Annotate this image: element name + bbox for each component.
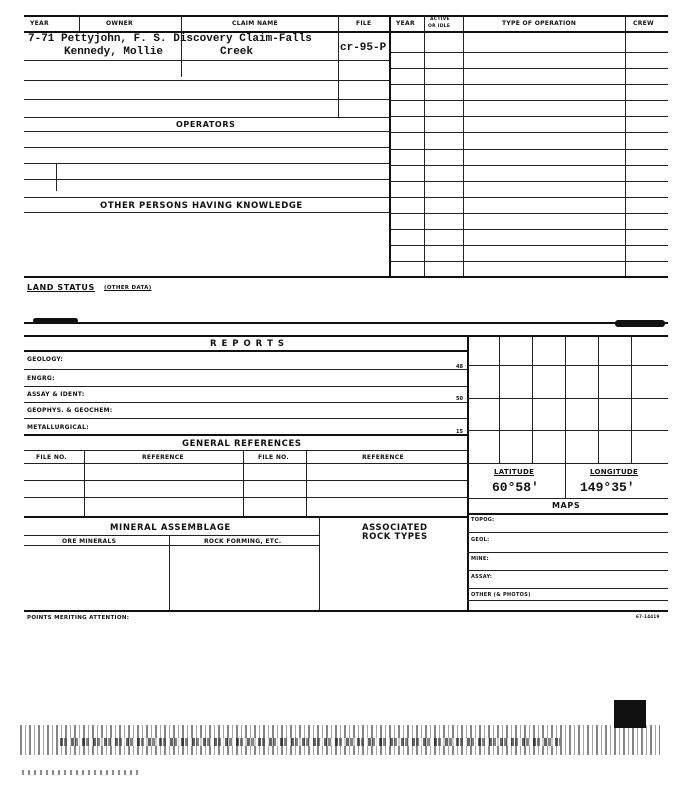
- record-owner-2: Kennedy, Mollie: [64, 46, 164, 58]
- col-claim-name: CLAIM NAME: [232, 20, 278, 27]
- longitude-value: 149°35': [580, 480, 635, 495]
- reports-engrg: ENGRG:: [27, 375, 55, 382]
- col-idle: OR IDLE: [428, 24, 451, 29]
- reports-assay-num: 50: [456, 396, 463, 402]
- scan-noise-2: [60, 738, 560, 746]
- col-year: YEAR: [30, 20, 49, 27]
- col-file: FILE: [356, 20, 372, 27]
- general-refs-heading: GENERAL REFERENCES: [182, 439, 302, 449]
- maps-assay: ASSAY:: [471, 574, 493, 580]
- refs-col-file-no-1: FILE NO.: [36, 454, 68, 461]
- refs-col-reference-2: REFERENCE: [362, 454, 404, 461]
- record-line-1: 7-71 Pettyjohn, F. S. Discovery Claim-Falls: [28, 33, 312, 45]
- associated-label: ASSOCIATED: [362, 523, 428, 533]
- maps-topog: TOPOG:: [471, 517, 495, 523]
- land-status-sub: (OTHER DATA): [104, 285, 152, 291]
- reports-geology-num: 48: [456, 364, 463, 370]
- land-status-heading: LAND STATUS: [27, 283, 95, 292]
- rock-types-label: ROCK TYPES: [362, 532, 428, 542]
- other-persons-heading: OTHER PERSONS HAVING KNOWLEDGE: [100, 201, 303, 211]
- col-active: ACTIVE: [430, 17, 450, 22]
- form-number: 67-14419: [636, 614, 660, 619]
- operators-heading: OPERATORS: [176, 120, 236, 129]
- reports-geophys: GEOPHYS. & GEOCHEM:: [27, 407, 113, 414]
- maps-other: OTHER (& PHOTOS): [471, 592, 531, 598]
- scan-noise-3: [22, 770, 142, 775]
- refs-col-reference-1: REFERENCE: [142, 454, 184, 461]
- reports-geology: GEOLOGY:: [27, 356, 64, 363]
- col-crew: CREW: [633, 20, 654, 27]
- mineral-heading: MINERAL ASSEMBLAGE: [110, 523, 231, 533]
- record-claim-2: Creek: [220, 46, 254, 58]
- maps-geol: GEOL:: [471, 537, 490, 543]
- reports-heading: R E P O R T S: [210, 339, 286, 349]
- col-type-of-operation: TYPE OF OPERATION: [502, 20, 577, 27]
- reports-metallurgical: METALLURGICAL:: [27, 424, 89, 431]
- latitude-value: 60°58': [492, 480, 539, 495]
- reports-metallurgical-num: 15: [456, 429, 463, 435]
- reports-assay: ASSAY & IDENT:: [27, 391, 85, 398]
- col-owner: OWNER: [106, 20, 133, 27]
- col-year-2: YEAR: [396, 20, 415, 27]
- scan-black-block: [614, 700, 646, 728]
- longitude-label: LONGITUDE: [590, 468, 639, 476]
- maps-mine: MINE:: [471, 556, 489, 562]
- record-file: cr-95-P: [340, 42, 387, 54]
- maps-heading: MAPS: [552, 501, 581, 510]
- latitude-label: LATITUDE: [494, 468, 535, 476]
- points-meriting-attention: POINTS MERITING ATTENTION:: [27, 615, 130, 621]
- ore-minerals-label: ORE MINERALS: [62, 538, 117, 545]
- rock-forming-label: ROCK FORMING, ETC.: [204, 538, 282, 545]
- refs-col-file-no-2: FILE NO.: [258, 454, 290, 461]
